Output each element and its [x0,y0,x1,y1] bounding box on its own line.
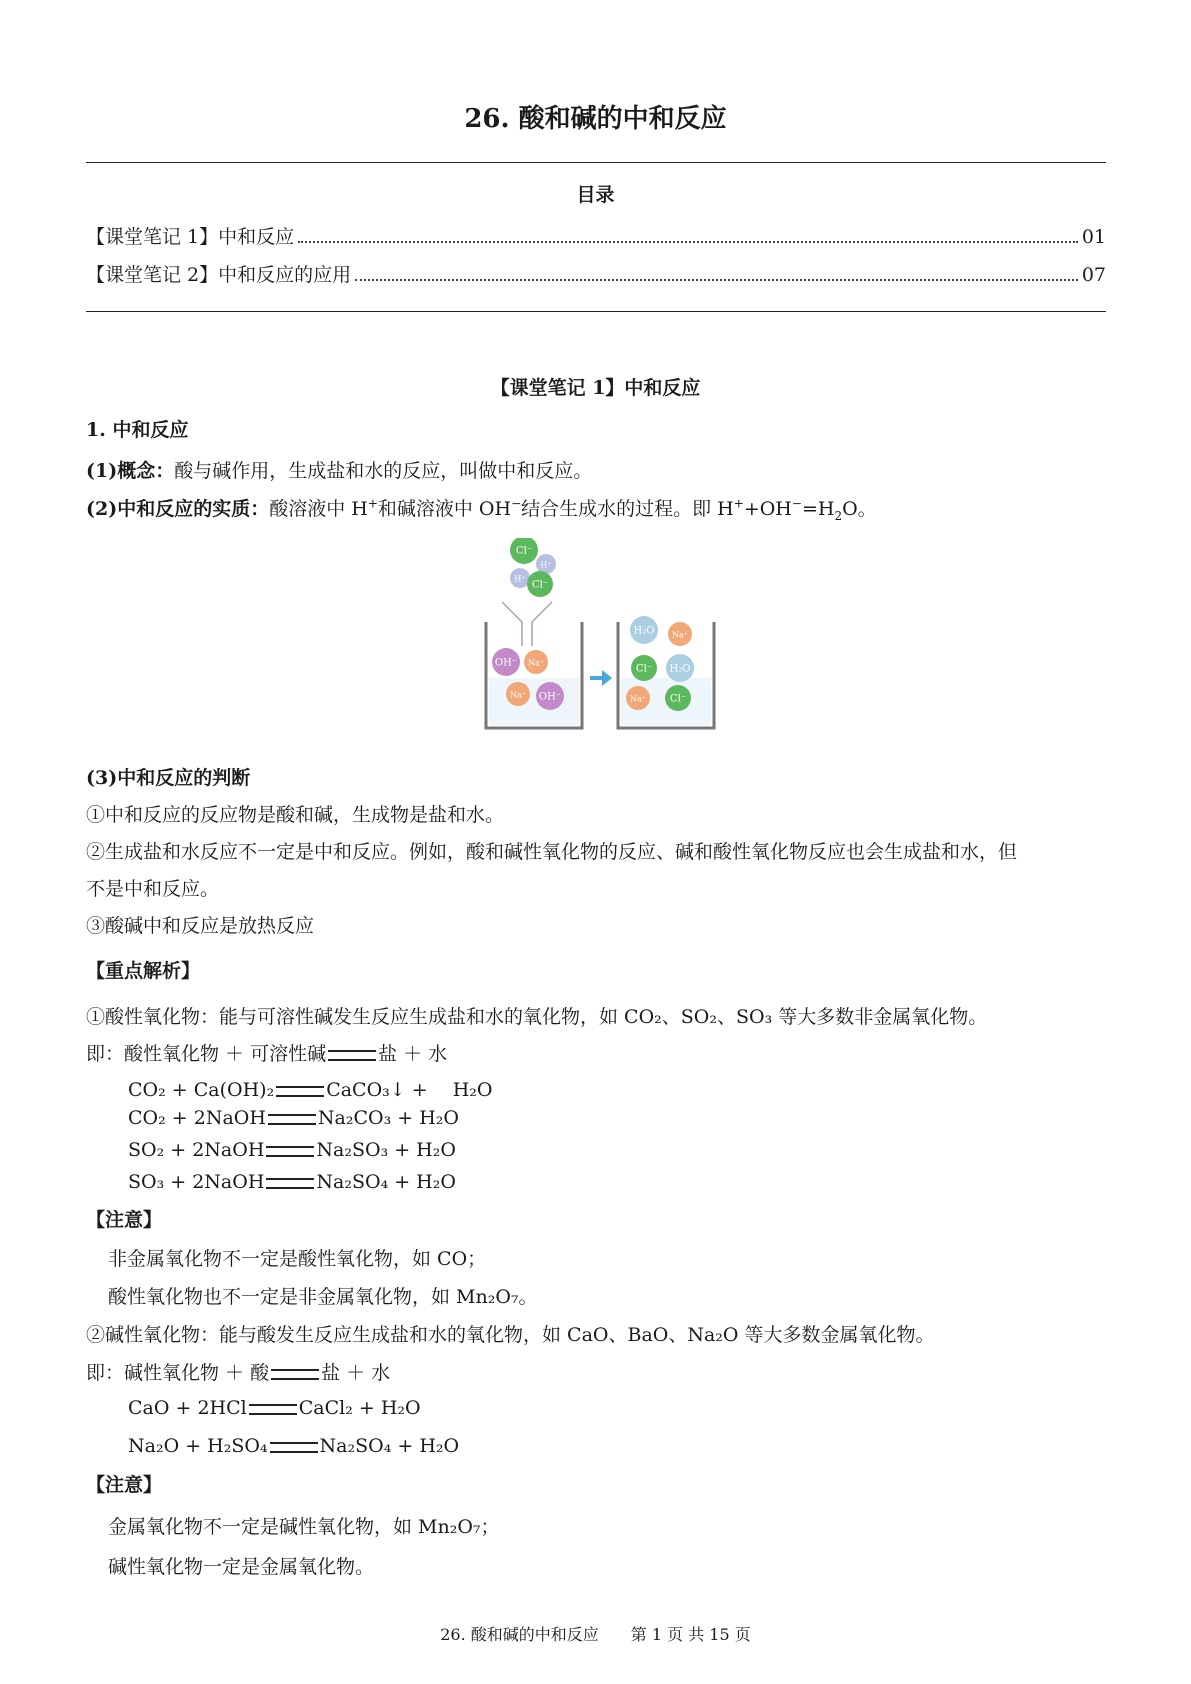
equals-sign-icon [266,1178,314,1189]
judge-item-1: ①中和反应的反应物是酸和碱，生成物是盐和水。 [86,804,505,826]
essence-text: 结合生成水的过程。即 H [521,498,734,520]
essence-text: O。 [842,498,877,520]
concept-paragraph [86,456,592,483]
equals-sign-icon [266,1146,314,1157]
equation-4 [128,1171,456,1193]
superscript: + [367,496,378,511]
equals-sign-icon [270,1442,318,1453]
toc-item-label: 【课堂笔记 2】中和反应的应用 [86,264,352,286]
essence-text: +OH [743,498,792,520]
left-beaker-ion-label: OH⁻ [538,691,562,703]
divider-toc-bottom [86,311,1106,312]
equation-left: CO₂ + Ca(OH)₂ [128,1079,275,1101]
toc-item-page: 01 [1081,226,1106,248]
note-label: 【注意】 [86,1209,163,1231]
subscript: 2 [834,508,843,523]
toc-item-1[interactable] [86,222,1106,249]
equation-left: SO₃ + 2NaOH [128,1171,265,1193]
acid-oxide-general [86,1039,447,1066]
section-heading: 【课堂笔记 1】中和反应 [490,377,701,399]
essence-text: =H [801,498,835,520]
equation-6 [128,1435,459,1457]
left-beaker-ion-label: OH⁻ [494,657,518,669]
equation-left: 即：碱性氧化物 ＋ 酸 [86,1362,270,1384]
basic-oxide-intro: ②碱性氧化物：能与酸发生反应生成盐和水的氧化物，如 CaO、BaO、Na₂O 等大多数金属氧化物。 [86,1324,935,1346]
funnel-shape [502,602,552,646]
judge-heading: (3)中和反应的判断 [86,767,251,789]
toc-item-page: 07 [1081,264,1106,286]
equation-right: Na₂CO₃ + H₂O [317,1107,459,1129]
subsection-heading: 1. 中和反应 [86,419,189,441]
equation-right: CaCO₃↓ + H₂O [326,1079,493,1101]
equation-right: 盐 ＋ 水 [378,1043,448,1065]
superscript: + [733,496,744,511]
judge-item-2: ②生成盐和水反应不一定是中和反应。例如，酸和碱性氧化物的反应、碱和酸性氧化物反应也会生成盐和水，但 [86,841,1018,863]
right-beaker-ion-label: Cl⁻ [635,663,653,675]
equation-5 [128,1397,421,1419]
equation-right: Na₂SO₄ + H₂O [316,1171,456,1193]
equation-left: CO₂ + 2NaOH [128,1107,266,1129]
concept-text: 酸与碱作用，生成盐和水的反应，叫做中和反应。 [174,460,593,482]
judge-item-3: ③酸碱中和反应是放热反应 [86,915,315,937]
essence-paragraph [86,494,877,523]
right-beaker-ion-label: Na⁺ [672,630,688,640]
essence-text: 酸溶液中 H [269,498,368,520]
top-ion-label: H⁺ [514,574,526,584]
superscript: − [791,496,802,511]
equation-right: 盐 ＋ 水 [321,1362,391,1384]
left-beaker-ion-label: Na⁺ [510,690,526,700]
equation-1 [128,1075,492,1102]
equals-sign-icon [328,1050,376,1061]
essence-label: (2)中和反应的实质： [86,498,270,520]
neutralization-diagram [482,538,718,734]
toc-item-label: 【课堂笔记 1】中和反应 [86,226,295,248]
equals-sign-icon [249,1404,297,1415]
right-beaker-ion-label: Cl⁻ [669,693,687,705]
equation-right: Na₂SO₃ + H₂O [316,1139,456,1161]
page-title: 26. 酸和碱的中和反应 [464,104,727,134]
equation-right: CaCl₂ + H₂O [298,1397,421,1419]
note-2b: 碱性氧化物一定是金属氧化物。 [108,1556,375,1578]
right-beaker-ion-label: Na⁺ [630,694,646,704]
equation-left: Na₂O + H₂SO₄ [128,1435,268,1457]
equals-sign-icon [276,1086,324,1097]
equals-sign-icon [268,1114,316,1125]
note-1a: 非金属氧化物不一定是酸性氧化物，如 CO； [108,1248,487,1270]
top-ion-label: H⁺ [540,560,552,570]
essence-text: 和碱溶液中 OH [377,498,512,520]
equation-3 [128,1139,456,1161]
page-footer: 26. 酸和碱的中和反应 第 1 页 共 15 页 [440,1625,751,1644]
divider-top [86,162,1106,163]
equals-sign-icon [271,1369,319,1380]
key-analysis-label: 【重点解析】 [86,960,201,982]
equation-left: 即：酸性氧化物 ＋ 可溶性碱 [86,1043,327,1065]
right-beaker-ion-label: H₂O [669,663,691,675]
right-beaker-ion-label: H₂O [633,625,655,637]
judge-item-2-cont: 不是中和反应。 [86,878,220,900]
top-ion-label: Cl⁻ [531,579,549,591]
toc-leader-dots [298,241,1078,243]
note-label-2: 【注意】 [86,1474,163,1496]
equation-left: CaO + 2HCl [128,1397,247,1419]
concept-label: (1)概念： [86,460,175,482]
note-2a: 金属氧化物不一定是碱性氧化物，如 Mn₂O₇； [108,1516,500,1538]
top-ion-label: Cl⁻ [515,545,533,557]
left-beaker-ion-label: Na⁺ [528,658,544,668]
superscript: − [511,496,522,511]
note-1b: 酸性氧化物也不一定是非金属氧化物，如 Mn₂O₇。 [108,1286,538,1308]
toc-leader-dots [355,279,1078,281]
equation-right: Na₂SO₄ + H₂O [319,1435,460,1457]
toc-heading: 目录 [576,184,615,206]
equation-2 [128,1107,459,1129]
basic-oxide-general [86,1358,390,1385]
acid-oxide-intro: ①酸性氧化物：能与可溶性碱发生反应生成盐和水的氧化物，如 CO₂、SO₂、SO₃ 等大多数非金属氧化物。 [86,1006,988,1028]
left-beaker-liquid [489,678,579,725]
arrow-icon [590,670,612,686]
equation-left: SO₂ + 2NaOH [128,1139,265,1161]
toc-item-2[interactable] [86,260,1106,287]
